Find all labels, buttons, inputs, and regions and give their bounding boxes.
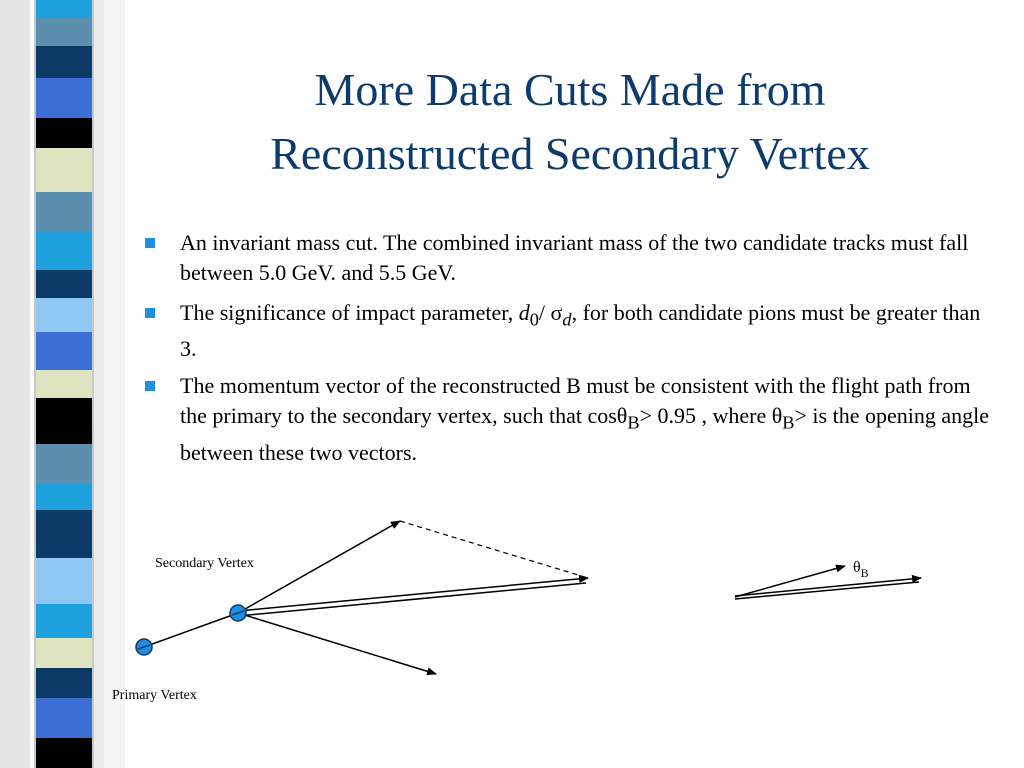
dashed-sum-line [400,521,588,578]
lower-track-arrow [238,613,436,674]
flight-path-line [144,613,238,647]
sigma-subscript: d [562,309,572,330]
angle-lower-arrow [735,578,921,596]
theta-symbol: θ [853,559,861,576]
upper-track-arrow [238,521,400,613]
theta-b-label [853,559,869,580]
bullet-text-part: > is the opening angle between these two vectors. [180,403,989,465]
angle-upper-arrow [735,566,845,597]
bullet-text: An invariant mass cut. The combined invariant mass of the two candidate tracks must fall between 5.0 GeV. and 5.5 GeV. [180,230,969,285]
slide-title-line-2: Reconstructed Secondary Vertex [270,128,870,179]
primary-vertex-label: Primary Vertex [112,688,197,703]
d-subscript: 0 [529,309,539,330]
b-momentum-second-line [238,583,586,616]
sigma-symbol: σ [550,300,563,325]
bullet-text-part: , for both candidate pions must be greater than 3. [180,300,981,362]
bullet-text-part: > 0.95 , where θ [639,403,783,429]
slash-text: / [538,300,551,325]
theta-b-subscript: B [860,566,869,580]
bullet-text-part: The momentum vector of the reconstructed B must be consistent with the flight path from the primary to the secondary vertex, such that cosθ [180,373,971,429]
bullet-text-part: The significance of impact parameter, [180,300,519,325]
theta-subscript: B [782,412,795,433]
angle-lower-second-line [735,582,919,599]
theta-subscript: B [627,412,640,433]
slide-title-line-1: More Data Cuts Made from [314,64,826,115]
d-symbol: d [518,300,530,325]
secondary-vertex-label: Secondary Vertex [155,556,254,571]
